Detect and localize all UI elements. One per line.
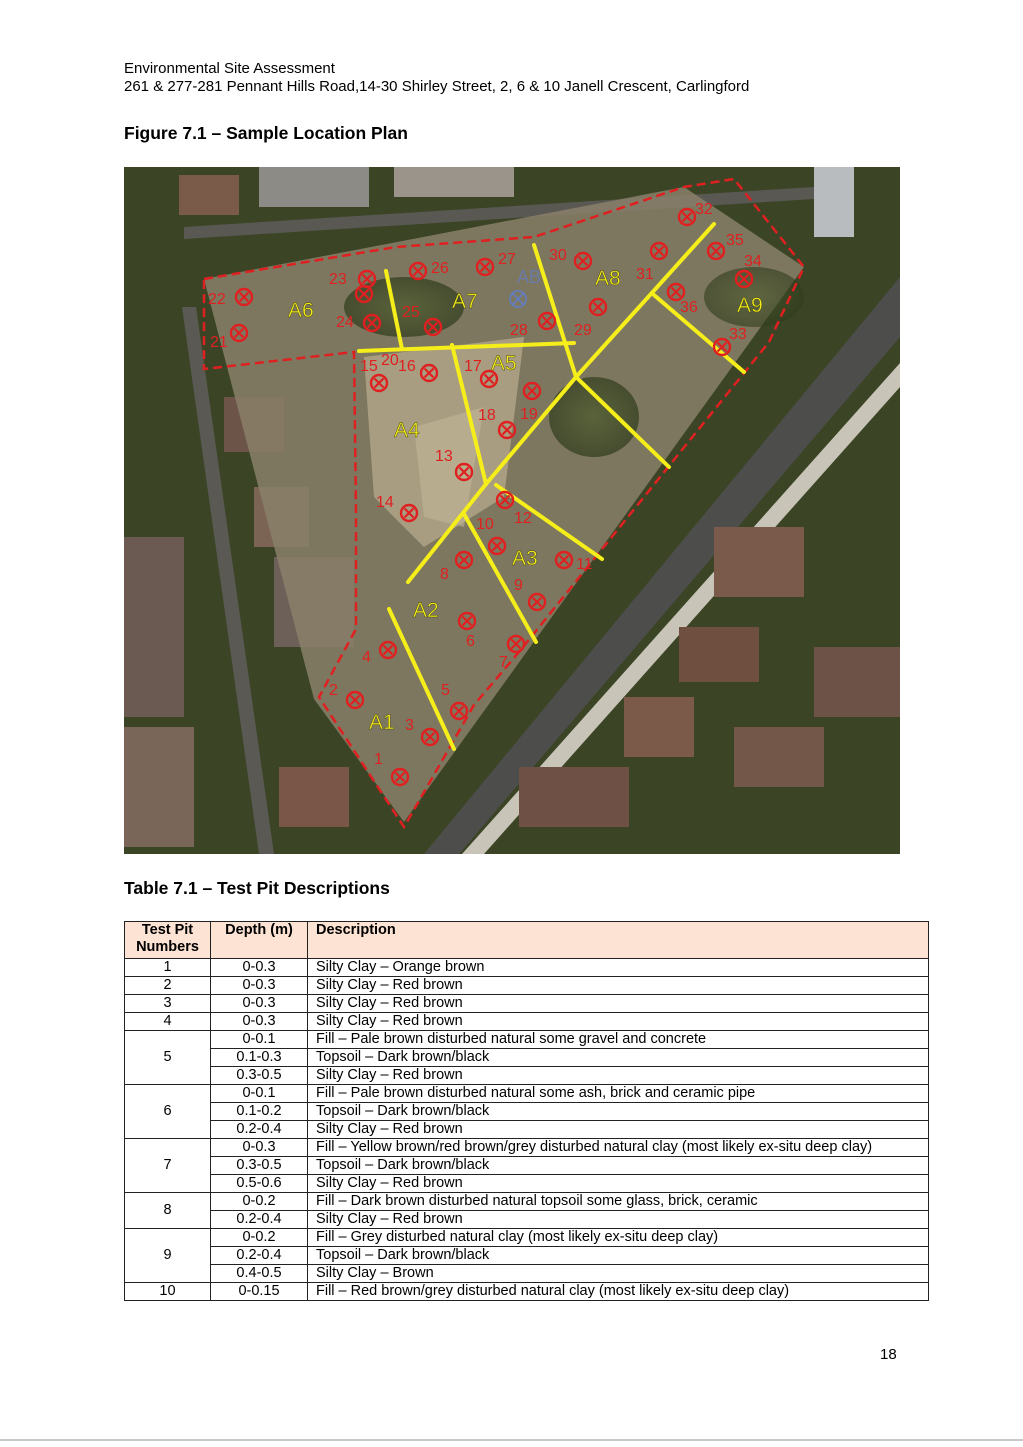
sample-number-label: 17 — [464, 358, 482, 375]
sample-number-label: 10 — [476, 516, 494, 533]
header-description: Description — [308, 922, 929, 959]
cell-depth: 0.1-0.2 — [211, 1103, 308, 1121]
table-row — [125, 1085, 929, 1103]
cell-depth: 0.5-0.6 — [211, 1175, 308, 1193]
cell-description: Silty Clay – Orange brown — [308, 959, 929, 977]
area-label: A2 — [413, 599, 439, 622]
cell-description: Fill – Pale brown disturbed natural some gravel and concrete — [308, 1031, 929, 1049]
table-row — [125, 1283, 929, 1301]
sample-number-label: 3 — [405, 717, 414, 734]
area-label: A6 — [288, 299, 314, 322]
cell-pit-number: 1 — [125, 959, 211, 977]
cell-depth: 0-0.15 — [211, 1283, 308, 1301]
table-row — [125, 1265, 929, 1283]
figure-title: Figure 7.1 – Sample Location Plan — [124, 123, 408, 143]
cell-depth: 0.2-0.4 — [211, 1247, 308, 1265]
cell-depth: 0-0.1 — [211, 1085, 308, 1103]
table-row — [125, 1157, 929, 1175]
cell-depth: 0-0.2 — [211, 1229, 308, 1247]
sample-number-label: 20 — [381, 352, 399, 369]
cell-pit-number: 3 — [125, 995, 211, 1013]
table-row — [125, 1139, 929, 1157]
sample-number-label: 18 — [478, 407, 496, 424]
sample-number-label: 4 — [362, 649, 371, 666]
sample-number-label: 35 — [726, 232, 744, 249]
sample-number-label: 2 — [329, 682, 338, 699]
cell-pit-number: 7 — [125, 1139, 211, 1193]
table-row — [125, 1121, 929, 1139]
test-pit-table — [124, 921, 929, 1301]
area-label: A7 — [452, 290, 478, 313]
faded-label: AB — [517, 267, 542, 287]
sample-number-label: 5 — [441, 682, 450, 699]
sample-number-label: 28 — [510, 322, 528, 339]
table-row — [125, 1103, 929, 1121]
aerial-site-plan — [124, 167, 900, 854]
sample-number-label: 15 — [360, 358, 378, 375]
page-bottom-rule — [0, 1439, 1023, 1441]
cell-depth: 0-0.3 — [211, 1013, 308, 1031]
sample-number-label: 27 — [498, 251, 516, 268]
building — [624, 697, 694, 757]
cell-pit-number: 4 — [125, 1013, 211, 1031]
table-row — [125, 1229, 929, 1247]
cell-description: Silty Clay – Red brown — [308, 1175, 929, 1193]
sample-number-label: 23 — [329, 271, 347, 288]
building — [259, 167, 369, 207]
sample-number-label: 16 — [398, 358, 416, 375]
table-title: Table 7.1 – Test Pit Descriptions — [124, 878, 390, 898]
cell-description: Silty Clay – Red brown — [308, 1211, 929, 1229]
sample-number-label: 34 — [744, 253, 762, 270]
cell-description: Fill – Yellow brown/red brown/grey disturbed natural clay (most likely ex-situ deep clay) — [308, 1139, 929, 1157]
cell-depth: 0.1-0.3 — [211, 1049, 308, 1067]
sample-number-label: 13 — [435, 448, 453, 465]
table-header-row — [125, 922, 929, 959]
sample-number-label: 29 — [574, 322, 592, 339]
building — [734, 727, 824, 787]
cell-pit-number: 9 — [125, 1229, 211, 1283]
table-row — [125, 1049, 929, 1067]
sample-number-label: 11 — [576, 556, 593, 573]
sample-number-label: 33 — [729, 326, 747, 343]
cell-description: Fill – Pale brown disturbed natural some ash, brick and ceramic pipe — [308, 1085, 929, 1103]
table-row — [125, 1175, 929, 1193]
building — [179, 175, 239, 215]
cell-depth: 0-0.3 — [211, 1139, 308, 1157]
cell-description: Topsoil – Dark brown/black — [308, 1247, 929, 1265]
cell-pit-number: 2 — [125, 977, 211, 995]
cell-description: Topsoil – Dark brown/black — [308, 1103, 929, 1121]
cell-depth: 0-0.1 — [211, 1031, 308, 1049]
document-header — [124, 60, 749, 96]
table-row — [125, 1031, 929, 1049]
area-label: A8 — [595, 267, 621, 290]
table-row — [125, 1013, 929, 1031]
area-label: A3 — [512, 547, 538, 570]
sample-number-label: 1 — [374, 751, 383, 768]
sample-number-label: 22 — [208, 291, 226, 308]
table-row — [125, 977, 929, 995]
table-row — [125, 1247, 929, 1265]
sample-number-label: 36 — [680, 299, 698, 316]
sample-number-label: 26 — [431, 260, 449, 277]
page-number: 18 — [880, 1346, 897, 1363]
building — [519, 767, 629, 827]
building — [814, 167, 854, 237]
cell-depth: 0.2-0.4 — [211, 1121, 308, 1139]
cell-depth: 0.2-0.4 — [211, 1211, 308, 1229]
cell-pit-number: 8 — [125, 1193, 211, 1229]
sample-number-label: 30 — [549, 247, 567, 264]
cell-depth: 0.3-0.5 — [211, 1067, 308, 1085]
building — [124, 727, 194, 847]
sample-number-label: 32 — [695, 201, 713, 218]
header-depth: Depth (m) — [211, 922, 308, 959]
header-line-2: 261 & 277-281 Pennant Hills Road,14-30 Shirley Street, 2, 6 & 10 Janell Crescent, Carlingford — [124, 78, 750, 95]
sample-location-map — [124, 167, 900, 854]
sample-number-label: 6 — [466, 633, 475, 650]
cell-depth: 0-0.3 — [211, 977, 308, 995]
cell-pit-number: 6 — [125, 1085, 211, 1139]
sample-number-label: 14 — [376, 494, 394, 511]
cell-description: Fill – Dark brown disturbed natural topsoil some glass, brick, ceramic — [308, 1193, 929, 1211]
sample-number-label: 7 — [499, 654, 508, 671]
sample-number-label: 31 — [636, 266, 654, 283]
cell-depth: 0-0.3 — [211, 959, 308, 977]
sample-number-label: 24 — [336, 314, 354, 331]
cell-description: Silty Clay – Red brown — [308, 977, 929, 995]
sample-number-label: 12 — [514, 510, 532, 527]
table-row — [125, 1211, 929, 1229]
cell-description: Silty Clay – Red brown — [308, 1121, 929, 1139]
cell-description: Silty Clay – Red brown — [308, 1013, 929, 1031]
building — [279, 767, 349, 827]
cell-description: Silty Clay – Red brown — [308, 1067, 929, 1085]
building — [679, 627, 759, 682]
building — [124, 537, 184, 717]
area-label: A4 — [394, 419, 420, 442]
building — [394, 167, 514, 197]
cell-pit-number: 5 — [125, 1031, 211, 1085]
cell-description: Fill – Grey disturbed natural clay (most likely ex-situ deep clay) — [308, 1229, 929, 1247]
area-label: A1 — [369, 711, 395, 734]
cell-depth: 0.3-0.5 — [211, 1157, 308, 1175]
cell-description: Fill – Red brown/grey disturbed natural clay (most likely ex-situ deep clay) — [308, 1283, 929, 1301]
cell-description: Silty Clay – Brown — [308, 1265, 929, 1283]
cell-depth: 0.4-0.5 — [211, 1265, 308, 1283]
table-row — [125, 1193, 929, 1211]
sample-number-label: 8 — [440, 566, 449, 583]
area-label: A9 — [737, 294, 763, 317]
sample-number-label: 19 — [520, 406, 538, 423]
cell-depth: 0-0.2 — [211, 1193, 308, 1211]
cell-description: Topsoil – Dark brown/black — [308, 1049, 929, 1067]
sample-number-label: 21 — [210, 334, 228, 351]
cell-description: Topsoil – Dark brown/black — [308, 1157, 929, 1175]
table-row — [125, 1067, 929, 1085]
table-row — [125, 995, 929, 1013]
cell-description: Silty Clay – Red brown — [308, 995, 929, 1013]
cell-pit-number: 10 — [125, 1283, 211, 1301]
table-row — [125, 959, 929, 977]
cell-depth: 0-0.3 — [211, 995, 308, 1013]
header-line-1: Environmental Site Assessment — [124, 60, 335, 77]
header-test-pit: Test Pit Numbers — [125, 922, 211, 959]
area-label: A5 — [491, 352, 517, 375]
sample-number-label: 9 — [514, 577, 523, 594]
sample-number-label: 25 — [402, 304, 420, 321]
building — [814, 647, 900, 717]
building — [714, 527, 804, 597]
